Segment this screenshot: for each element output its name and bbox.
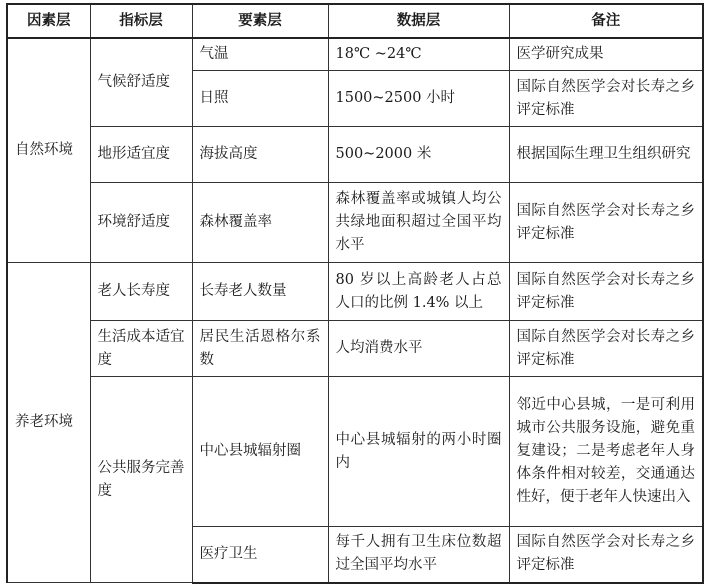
table-row [7, 183, 703, 263]
indicator-table-container [6, 3, 702, 584]
note-longevity-standard-elders: 国际自然医学会对长寿之乡评定标准 [509, 263, 703, 321]
data-hospital-beds: 每千人拥有卫生床位数超过全国平均水平 [328, 527, 509, 583]
element-altitude: 海拔高度 [192, 127, 328, 183]
header-indicator-layer: 指标层 [90, 4, 192, 38]
data-temperature-range: 18℃ ~24℃ [328, 38, 509, 71]
table-row [7, 127, 703, 183]
element-county-radiation-circle: 中心县城辐射圈 [192, 377, 328, 527]
header-element-layer: 要素层 [192, 4, 328, 38]
element-engel-coefficient: 居民生活恩格尔系数 [192, 321, 328, 377]
note-health-organization-research: 根据国际生理卫生组织研究 [509, 127, 703, 183]
data-elderly-ratio: 80 岁以上高龄老人占总人口的比例 1.4% 以上 [328, 263, 509, 321]
element-medical-health: 医疗卫生 [192, 527, 328, 583]
evaluation-indicator-table [6, 3, 704, 584]
note-county-proximity: 邻近中心县城，一是可利用城市公共服务设施，避免重复建设；二是考虑老年人身体条件相对较差，交通通达性好，便于老年人快速出入 [509, 377, 703, 527]
data-forest-coverage: 森林覆盖率或城镇人均公共绿地面积超过全国平均水平 [328, 183, 509, 263]
header-notes: 备注 [509, 4, 703, 38]
indicator-public-service-completeness: 公共服务完善度 [90, 377, 192, 583]
note-longevity-standard-sunshine: 国际自然医学会对长寿之乡评定标准 [509, 71, 703, 127]
indicator-living-cost-suitability: 生活成本适宜度 [90, 321, 192, 377]
table-row [7, 38, 703, 71]
indicator-climate-comfort: 气候舒适度 [90, 38, 192, 127]
factor-natural-environment: 自然环境 [7, 38, 90, 263]
note-longevity-standard-medical: 国际自然医学会对长寿之乡评定标准 [509, 527, 703, 583]
header-row [7, 4, 703, 38]
note-longevity-standard-forest: 国际自然医学会对长寿之乡评定标准 [509, 183, 703, 263]
header-factor-layer: 因素层 [7, 4, 90, 38]
indicator-elderly-longevity: 老人长寿度 [90, 263, 192, 321]
factor-elderly-care-environment: 养老环境 [7, 263, 90, 583]
note-longevity-standard-living: 国际自然医学会对长寿之乡评定标准 [509, 321, 703, 377]
table-row [7, 263, 703, 321]
table-row [7, 321, 703, 377]
data-altitude-range: 500~2000 米 [328, 127, 509, 183]
data-per-capita-consumption: 人均消费水平 [328, 321, 509, 377]
table-row [7, 377, 703, 527]
indicator-terrain-suitability: 地形适宜度 [90, 127, 192, 183]
data-sunshine-hours: 1500~2500 小时 [328, 71, 509, 127]
element-longevity-elders: 长寿老人数量 [192, 263, 328, 321]
indicator-environment-comfort: 环境舒适度 [90, 183, 192, 263]
element-temperature: 气温 [192, 38, 328, 71]
element-sunshine: 日照 [192, 71, 328, 127]
note-medical-research: 医学研究成果 [509, 38, 703, 71]
element-forest-coverage: 森林覆盖率 [192, 183, 328, 263]
header-data-layer: 数据层 [328, 4, 509, 38]
data-two-hour-circle: 中心县城辐射的两小时圈内 [328, 377, 509, 527]
